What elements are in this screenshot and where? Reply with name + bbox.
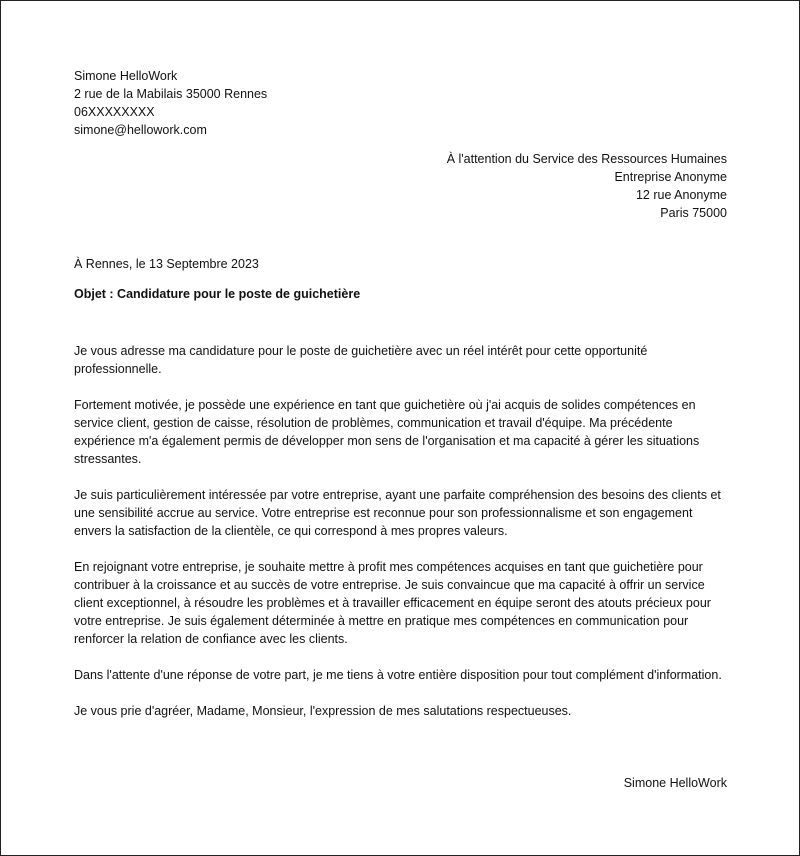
recipient-attention: À l'attention du Service des Ressources Humaines bbox=[446, 152, 727, 166]
closing-paragraph: Je vous prie d'agréer, Madame, Monsieur, l'expression de mes salutations respectueuses. bbox=[74, 704, 572, 718]
body-paragraph: En rejoignant votre entreprise, je souhaite mettre à profit mes compétences acquises en tant que guichetière pour contribuer à la croissance et au succès de votre entreprise. Je suis convaincue que ma capacité à offrir un service client exceptionnel, à résoudre les problèmes et à travailler efficacement en équipe seront des atouts précieux pour votre entreprise. Je suis également déterminée à mettre en pratique mes compétences en communication pour renforcer la relation de confiance avec les clients. bbox=[74, 560, 711, 646]
body-paragraph: Fortement motivée, je possède une expérience en tant que guichetière où j'ai acquis de solides compétences en service client, gestion de caisse, résolution de problèmes, communication et travail d'équipe. Ma précédente expérience m'a également permis de développer mon sens de l'organisation et ma capacité à gérer les situations stressantes. bbox=[74, 398, 700, 466]
subject-line: Objet : Candidature pour le poste de guichetière bbox=[74, 287, 361, 301]
sender-phone: 06XXXXXXXX bbox=[74, 105, 155, 119]
sender-block bbox=[74, 67, 267, 139]
recipient-company: Entreprise Anonyme bbox=[614, 170, 727, 184]
recipient-street: 12 rue Anonyme bbox=[635, 188, 727, 202]
recipient-city: Paris 75000 bbox=[660, 206, 727, 220]
date-line: À Rennes, le 13 Septembre 2023 bbox=[74, 257, 259, 271]
sender-email: simone@hellowork.com bbox=[74, 123, 207, 137]
body-paragraph: Je vous adresse ma candidature pour le poste de guichetière avec un réel intérêt pour cette opportunité professionnelle. bbox=[74, 344, 648, 376]
recipient-block bbox=[447, 150, 727, 222]
signature: Simone HelloWork bbox=[623, 776, 727, 790]
body-paragraph: Je suis particulièrement intéressée par votre entreprise, ayant une parfaite compréhension des besoins des clients et une sensibilité accrue au service. Votre entreprise est reconnue pour son professionnalisme et son engagement envers la satisfaction de la clientèle, ce qui correspond à mes propres valeurs. bbox=[74, 488, 721, 538]
body-paragraph: Dans l'attente d'une réponse de votre part, je me tiens à votre entière disposition pour tout complément d'information. bbox=[74, 668, 722, 682]
sender-name: Simone HelloWork bbox=[74, 69, 178, 83]
sender-address: 2 rue de la Mabilais 35000 Rennes bbox=[74, 87, 268, 101]
letter-body bbox=[74, 342, 732, 738]
